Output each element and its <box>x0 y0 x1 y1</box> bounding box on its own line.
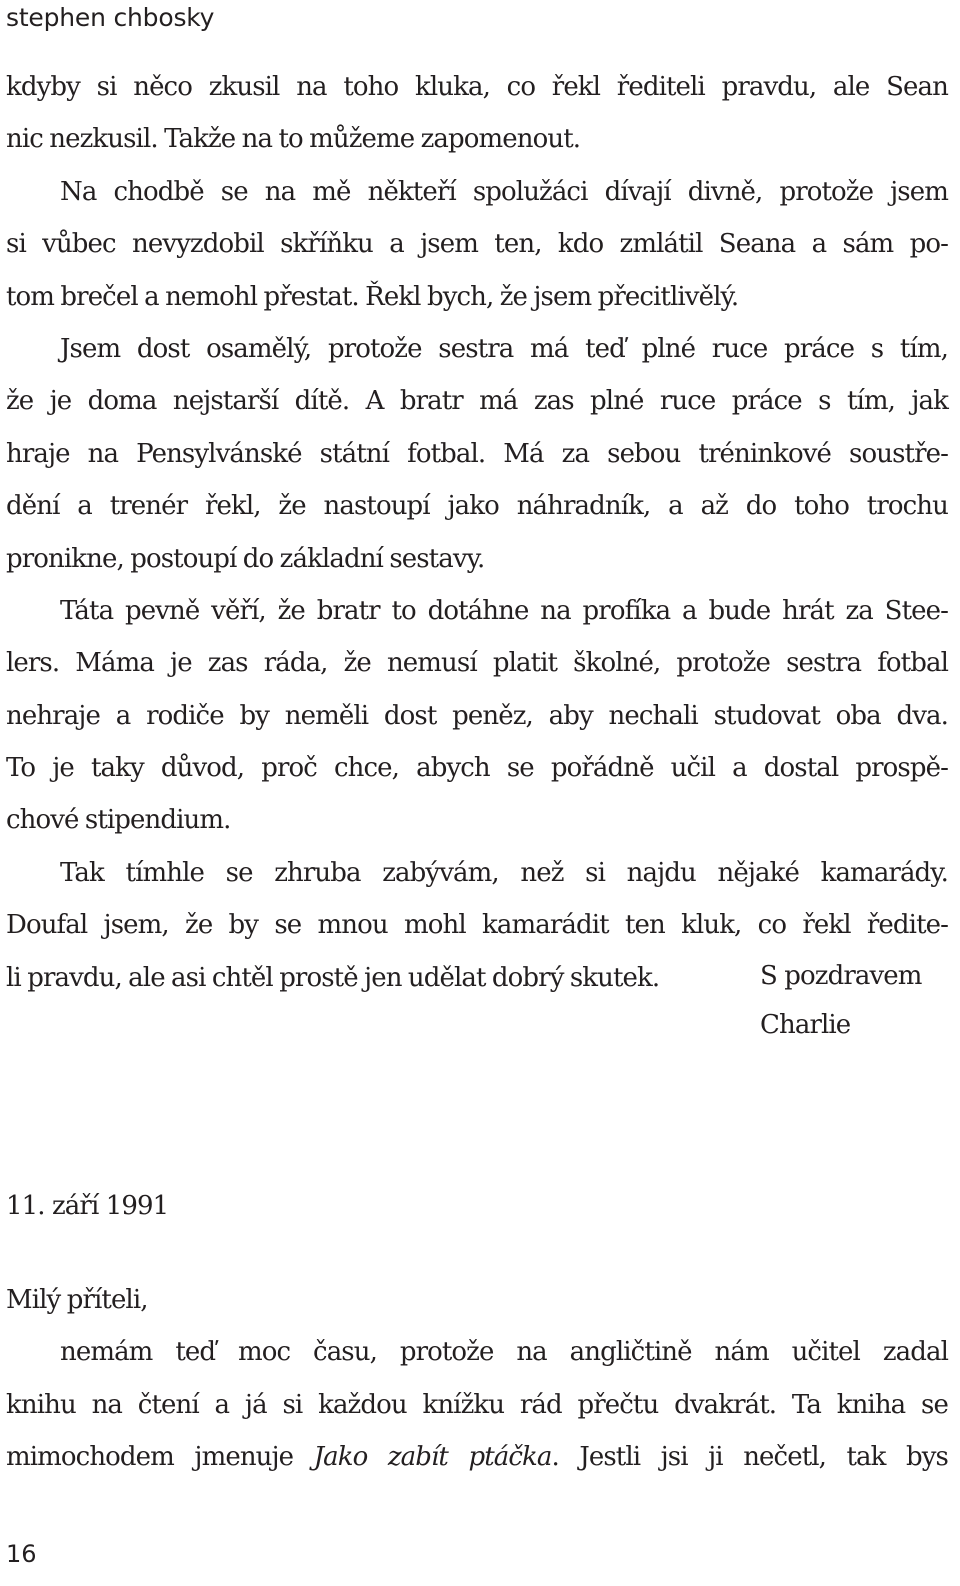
running-head: stephen chbosky <box>6 3 215 32</box>
body-line: dění a trenér řekl, že nastoupí jako náhradník, a až do toho trochu <box>6 491 948 522</box>
body-line: lers. Máma je zas ráda, že nemusí platit školné, protože sestra fotbal <box>6 648 948 679</box>
body-line: Doufal jsem, že by se mnou mohl kamarádit ten kluk, co řekl ředite- <box>6 910 948 941</box>
body-line: kdyby si něco zkusil na toho kluka, co řekl řediteli pravdu, ale Sean <box>6 72 948 102</box>
body-line: si vůbec nevyzdobil skříňku a jsem ten, kdo zmlátil Seana a sám po- <box>6 229 948 260</box>
letter-line: nemám teď moc času, protože na angličtině nám učitel zadal <box>60 1337 948 1368</box>
signature-block <box>760 952 921 1050</box>
letter-text <box>6 1274 948 1484</box>
body-line: nehraje a rodiče by neměli dost peněz, aby nechali studovat oba dva. <box>6 700 948 731</box>
letter-line: knihu na čtení a já si každou knížku rád přečtu dvakrát. Ta kniha se <box>6 1389 948 1420</box>
body-line: nic nezkusil. Takže na to můžeme zapomenout. <box>6 124 581 155</box>
body-line: Tak tímhle se zhruba zabývám, než si najdu nějaké kamarády. <box>60 857 948 888</box>
body-line: hraje na Pensylvánské státní fotbal. Má za sebou tréninkové soustře- <box>6 438 948 469</box>
signature-name: Charlie <box>760 1010 851 1040</box>
letter-line-end: . Jestli jsi ji nečetl, tak bys <box>551 1442 948 1473</box>
letter-line-start: mimochodem jmenuje <box>6 1442 314 1473</box>
body-line: tom brečel a nemohl přestat. Řekl bych, že jsem přecitlivělý. <box>6 281 739 312</box>
letter-date: 11. září 1991 <box>6 1191 169 1221</box>
body-line: Na chodbě se na mě někteří spolužáci dívají divně, protože jsem <box>60 176 948 207</box>
book-title: Jako zabít ptáčka <box>313 1442 552 1473</box>
body-line: chové stipendium. <box>6 805 231 836</box>
closing-salutation: S pozdravem <box>760 961 922 991</box>
body-line: To je taky důvod, proč chce, abych se pořádně učil a dostal prospě- <box>6 753 948 784</box>
body-text <box>6 61 948 1004</box>
body-line: že je doma nejstarší dítě. A bratr má zas plné ruce práce s tím, jak <box>6 386 948 417</box>
body-line: li pravdu, ale asi chtěl prostě jen udělat dobrý skutek. <box>6 962 660 993</box>
letter-greeting: Milý příteli, <box>6 1285 148 1315</box>
body-line: pronikne, postoupí do základní sestavy. <box>6 543 485 574</box>
body-line: Táta pevně věří, že bratr to dotáhne na profíka a bude hrát za Stee- <box>60 595 948 626</box>
body-line: Jsem dost osamělý, protože sestra má teď plné ruce práce s tím, <box>60 333 948 364</box>
letter-line <box>6 1431 948 1483</box>
page-number: 16 <box>6 1540 37 1568</box>
